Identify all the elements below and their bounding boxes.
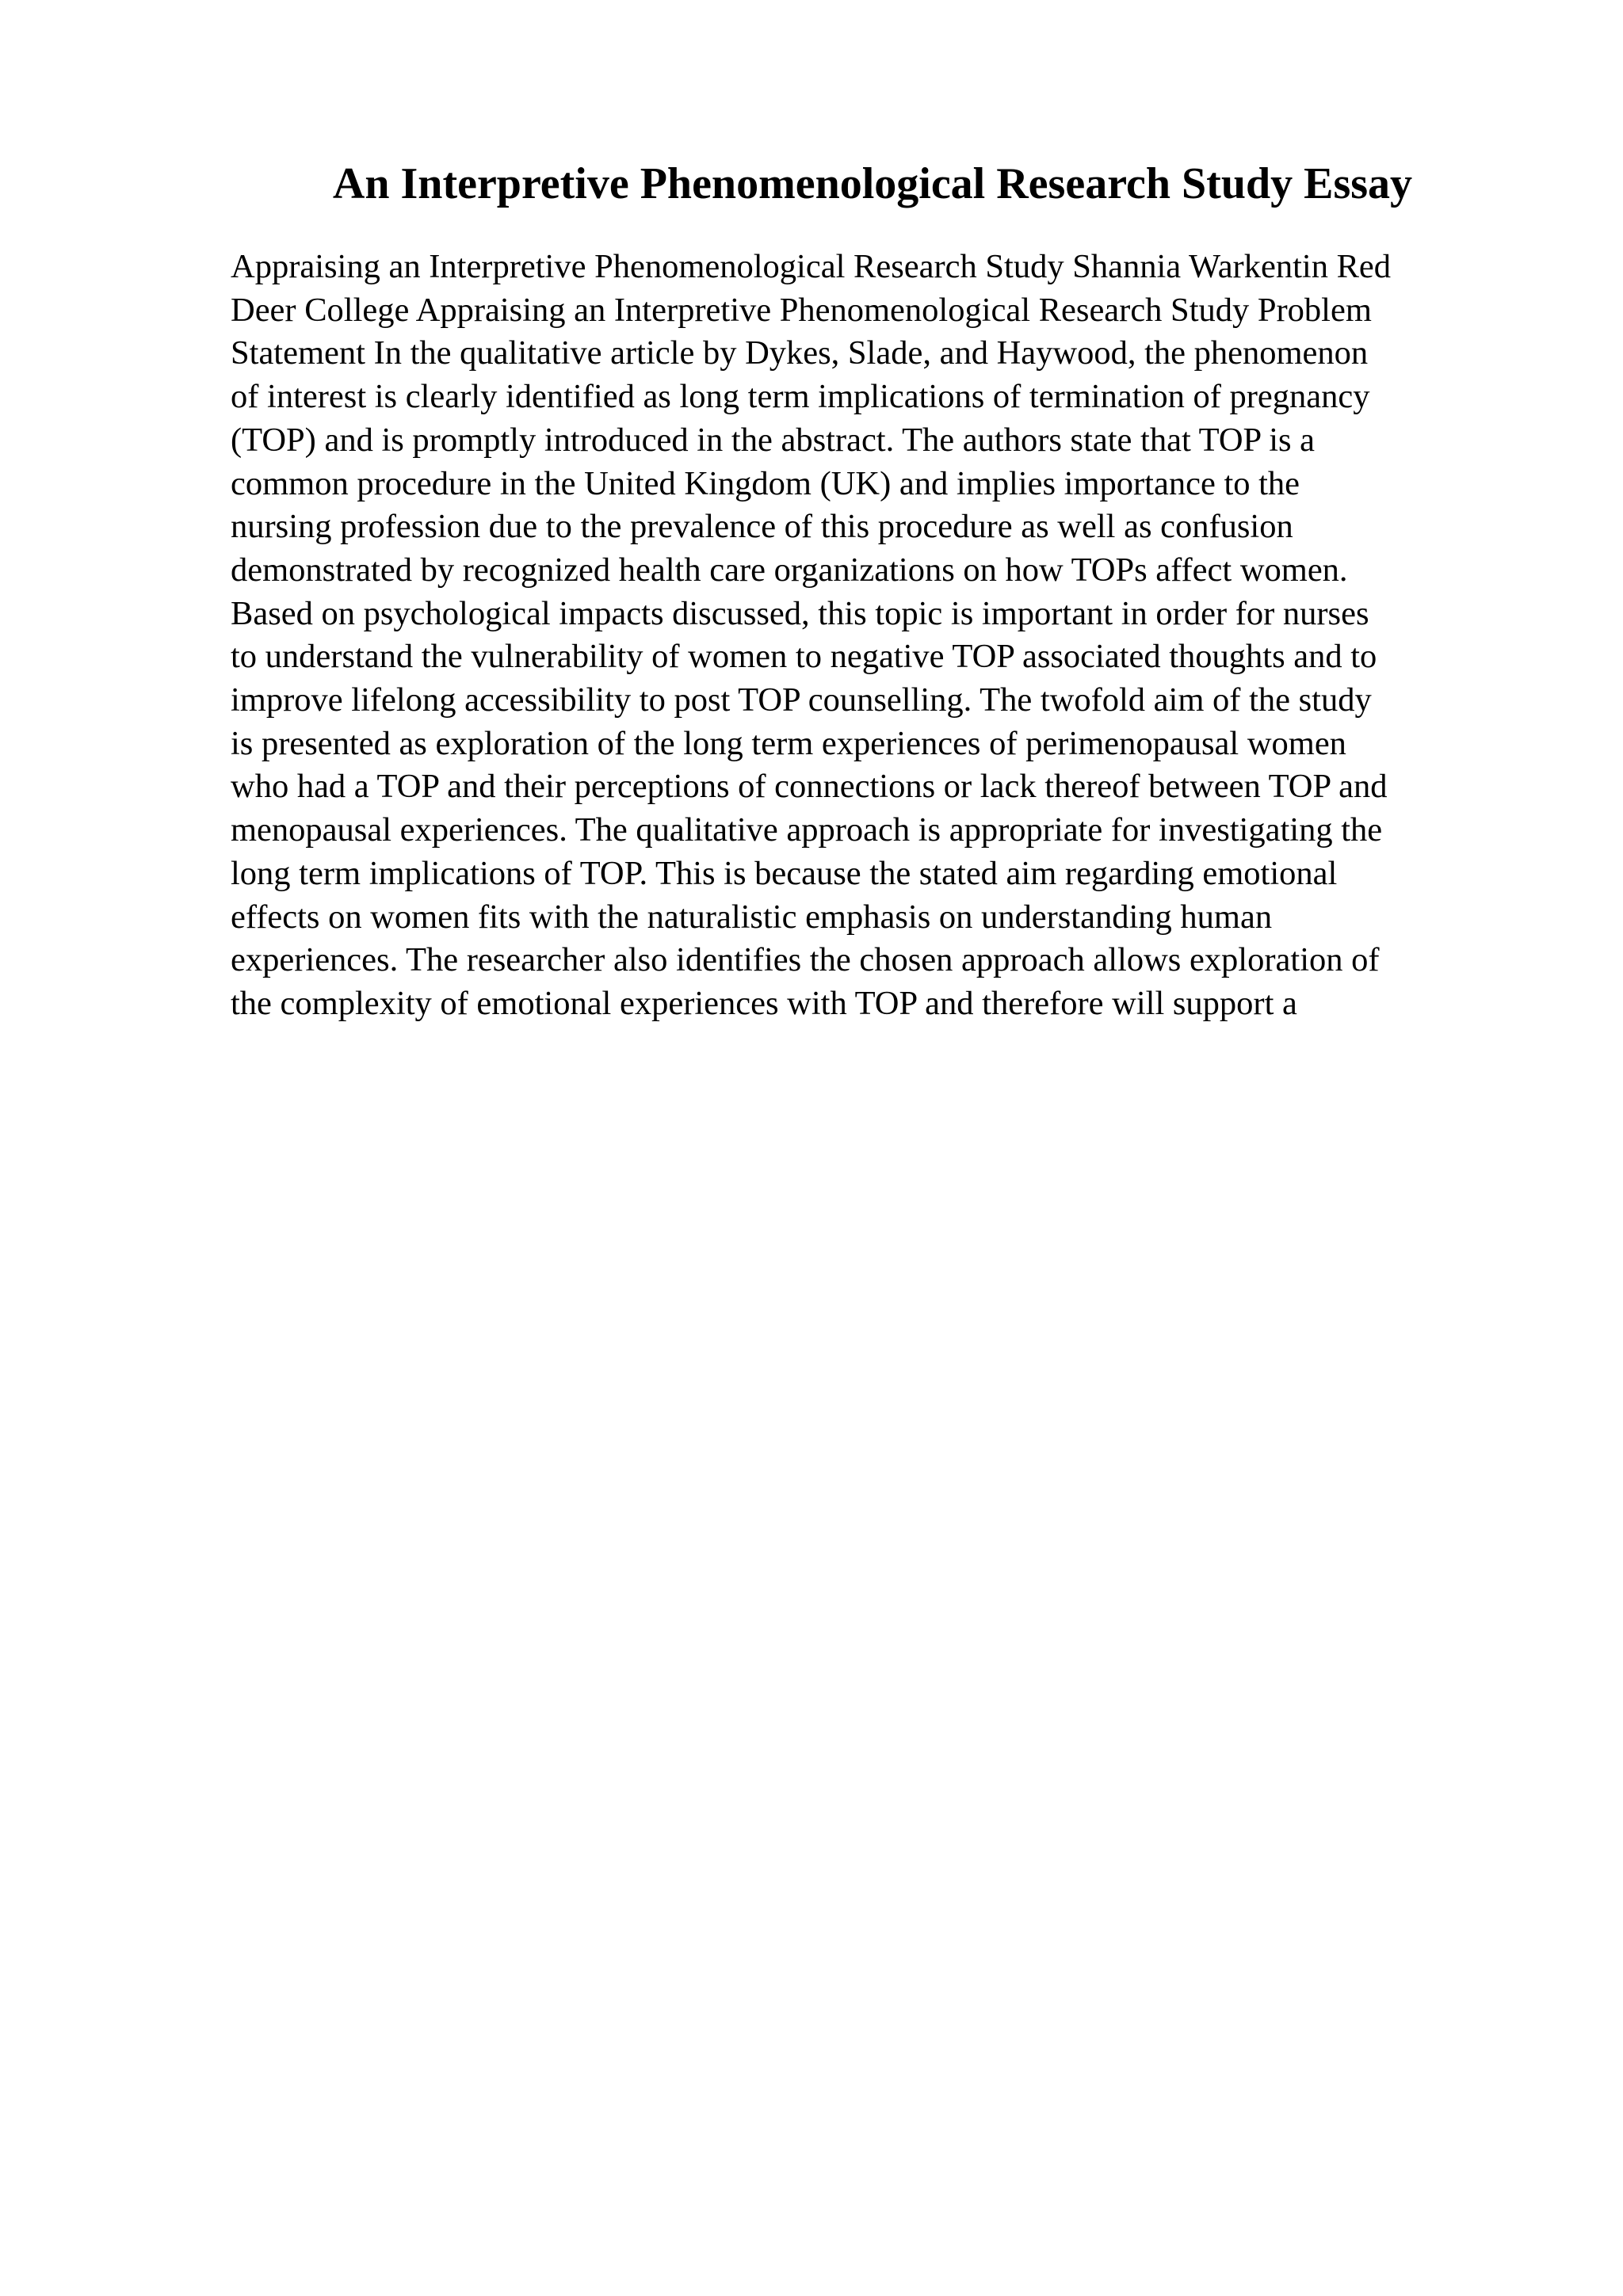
body-line: Deer College Appraising an Interpretive Phenomenological Research Study Problem [231,291,1372,329]
body-line: (TOP) and is promptly introduced in the abstract. The authors state that TOP is a [231,421,1316,459]
body-line: Appraising an Interpretive Phenomenological Research Study Shannia Warkentin Red [231,248,1392,285]
document-body [231,246,1514,1026]
body-line: improve lifelong accessibility to post TOP counselling. The twofold aim of the study [231,681,1372,719]
body-line: is presented as exploration of the long term experiences of perimenopausal women [231,724,1346,762]
body-line: common procedure in the United Kingdom (UK) and implies importance to the [231,464,1300,502]
body-line: Based on psychological impacts discussed, this topic is important in order for nurses [231,594,1369,632]
body-line: the complexity of emotional experiences with TOP and therefore will support a [231,984,1297,1022]
body-line: demonstrated by recognized health care organizations on how TOPs affect women. [231,551,1348,589]
body-line: experiences. The researcher also identifies the chosen approach allows exploration of [231,941,1380,979]
body-line: long term implications of TOP. This is because the stated aim regarding emotional [231,854,1338,892]
body-line: who had a TOP and their perceptions of connections or lack thereof between TOP and [231,768,1388,806]
body-line: menopausal experiences. The qualitative approach is appropriate for investigating the [231,811,1383,849]
body-line: to understand the vulnerability of women to negative TOP associated thoughts and to [231,638,1377,676]
body-line: nursing profession due to the prevalence of this procedure as well as confusion [231,508,1293,546]
body-line: Statement In the qualitative article by Dykes, Slade, and Haywood, the phenomenon [231,334,1369,372]
body-line: of interest is clearly identified as long term implications of termination of pregnancy [231,378,1370,416]
body-line: effects on women fits with the naturalistic emphasis on understanding human [231,898,1273,936]
document-title: An Interpretive Phenomenological Research Study Essay [332,159,1413,208]
